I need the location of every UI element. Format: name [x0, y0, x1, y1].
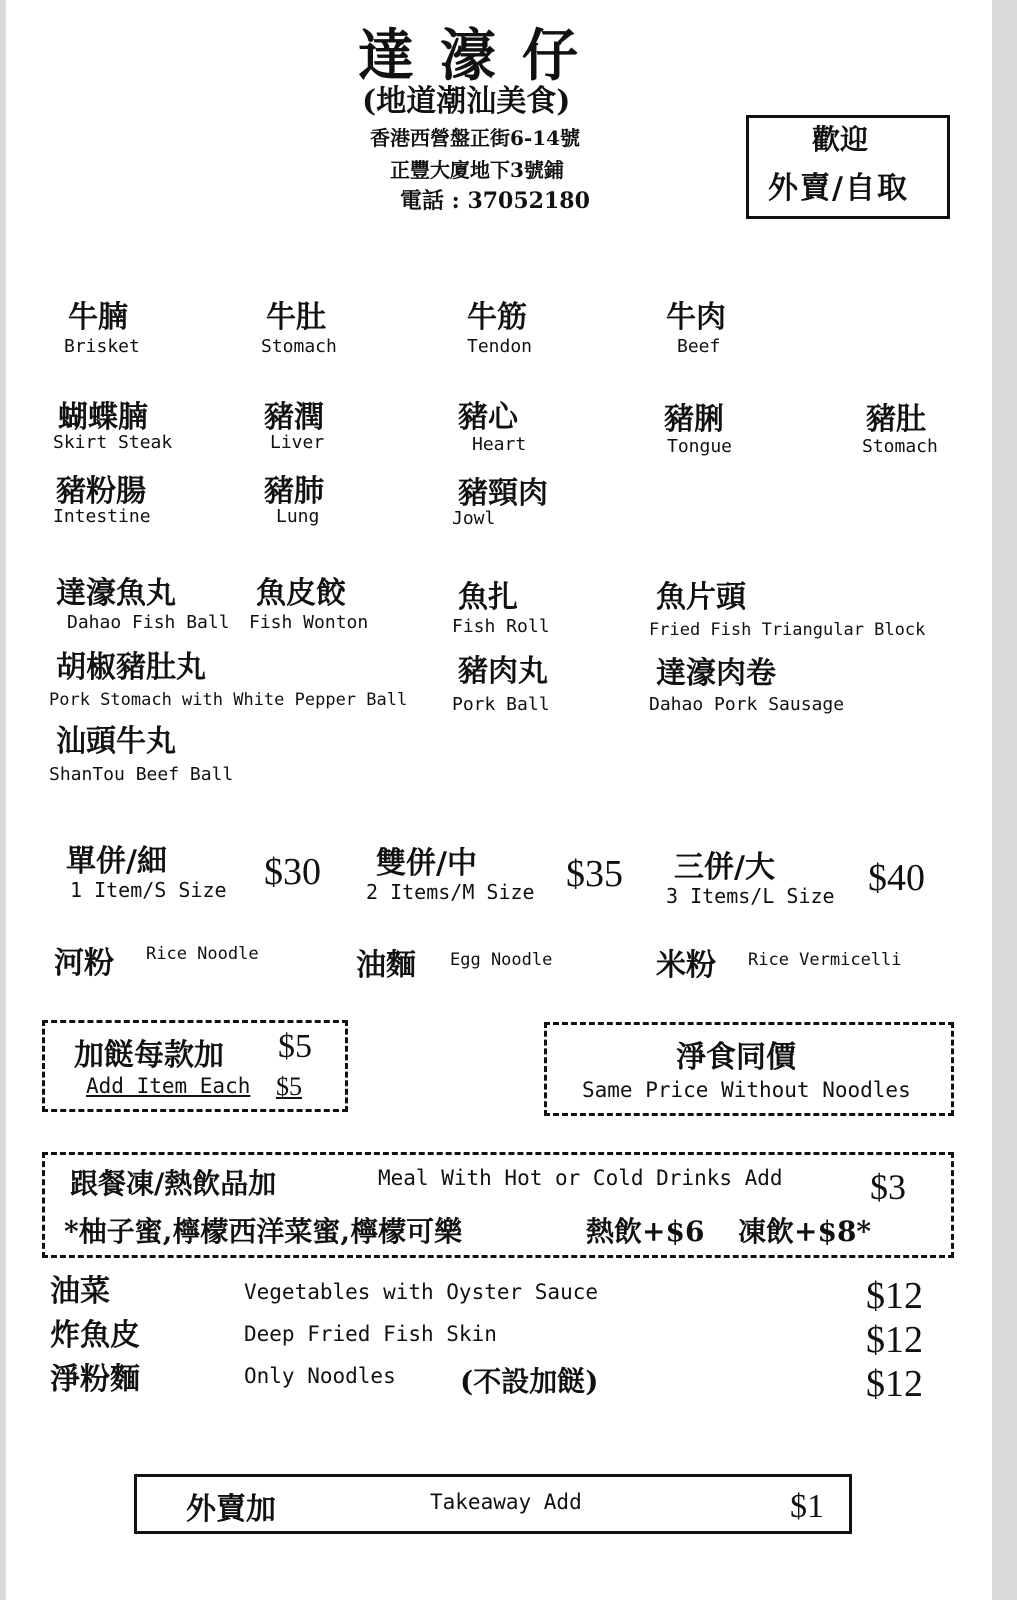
- noodle-en: Rice Vermicelli: [748, 950, 902, 970]
- add-item-zh-price: $5: [278, 1028, 312, 1065]
- menu-item-en: Tongue: [667, 436, 733, 457]
- menu-item-zh: 達濠魚丸: [56, 576, 176, 611]
- menu-item-en: Pork Stomach with White Pepper Ball: [49, 690, 408, 710]
- side-note: (不設加餸): [460, 1365, 599, 1398]
- menu-item-en: Skirt Steak: [53, 432, 173, 453]
- takeaway-pickup-text: 外賣/自取: [768, 171, 909, 206]
- menu-item-en: Fish Wonton: [249, 612, 369, 633]
- side-zh: 炸魚皮: [50, 1318, 140, 1353]
- side-zh: 油菜: [50, 1274, 110, 1309]
- menu-item-en: Dahao Pork Sausage: [649, 694, 845, 715]
- side-price: $12: [866, 1319, 923, 1361]
- drinks-price: $3: [870, 1167, 906, 1207]
- side-en: Only Noodles: [244, 1364, 396, 1388]
- menu-item-en: Dahao Fish Ball: [67, 612, 230, 633]
- drinks-hot-price: 熱飲+$6: [586, 1215, 705, 1248]
- menu-item-zh: 豬脷: [664, 402, 724, 437]
- menu-item-zh: 蝴蝶腩: [58, 400, 148, 435]
- menu-item-zh: 豬肺: [264, 474, 324, 509]
- menu-item-en: Beef: [677, 336, 721, 357]
- menu-item-zh: 胡椒豬肚丸: [56, 650, 206, 685]
- address-line-1: 香港西營盤正街6-14號: [370, 126, 581, 150]
- restaurant-subtitle: (地道潮汕美食): [362, 84, 571, 119]
- noodle-zh: 米粉: [656, 948, 716, 983]
- size-price: $40: [868, 857, 925, 899]
- add-item-zh: 加餸每款加: [74, 1038, 224, 1073]
- size-zh: 三併/大: [674, 850, 775, 885]
- menu-item-en: Pork Ball: [452, 694, 550, 715]
- menu-item-zh: 魚扎: [458, 580, 518, 615]
- menu-item-en: Brisket: [64, 336, 140, 357]
- side-en: Vegetables with Oyster Sauce: [244, 1280, 599, 1304]
- menu-item-en: Stomach: [261, 336, 337, 357]
- welcome-text: 歡迎: [812, 123, 869, 156]
- side-zh: 淨粉麵: [50, 1362, 140, 1397]
- menu-item-zh: 豬頸肉: [458, 476, 548, 511]
- menu-item-en: Liver: [270, 432, 325, 453]
- phone-number: 電話 : 37052180: [400, 188, 590, 214]
- drinks-list: *柚子蜜,檸檬西洋菜蜜,檸檬可樂: [64, 1215, 463, 1248]
- menu-item-zh: 魚片頭: [656, 580, 746, 615]
- takeaway-en: Takeaway Add: [430, 1490, 582, 1514]
- menu-item-en: Stomach: [862, 436, 938, 457]
- size-price: $35: [566, 853, 623, 895]
- menu-item-zh: 汕頭牛丸: [56, 724, 176, 759]
- noodle-zh: 油麵: [356, 948, 416, 983]
- size-zh: 雙併/中: [376, 846, 477, 881]
- menu-item-zh: 豬肉丸: [458, 654, 548, 689]
- menu-item-zh: 豬肚: [866, 402, 926, 437]
- menu-page: [6, 0, 992, 1600]
- drinks-cold-price: 凍飲+$8*: [738, 1215, 872, 1248]
- drinks-en: Meal With Hot or Cold Drinks Add: [378, 1166, 783, 1190]
- menu-item-zh: 達濠肉卷: [656, 656, 776, 691]
- menu-item-zh: 牛筋: [467, 300, 527, 335]
- side-price: $12: [866, 1275, 923, 1317]
- menu-item-en: Tendon: [467, 336, 533, 357]
- restaurant-title: 達濠仔: [358, 23, 604, 89]
- menu-item-zh: 豬心: [458, 400, 518, 435]
- menu-item-en: Lung: [276, 506, 320, 527]
- menu-item-zh: 牛肚: [266, 300, 326, 335]
- size-en: 3 Items/L Size: [666, 884, 835, 908]
- size-en: 1 Item/S Size: [70, 878, 227, 902]
- menu-item-zh: 豬粉腸: [56, 474, 146, 509]
- menu-item-en: Intestine: [53, 506, 151, 527]
- add-item-en: Add Item Each: [86, 1074, 251, 1098]
- menu-item-zh: 豬潤: [264, 400, 324, 435]
- noodle-en: Egg Noodle: [450, 950, 553, 970]
- menu-item-en: Fried Fish Triangular Block: [649, 620, 926, 640]
- size-en: 2 Items/M Size: [366, 880, 535, 904]
- menu-item-zh: 魚皮餃: [256, 576, 346, 611]
- address-line-2: 正豐大廈地下3號鋪: [390, 158, 564, 182]
- add-item-en-price: $5: [276, 1072, 302, 1101]
- side-en: Deep Fried Fish Skin: [244, 1322, 497, 1346]
- same-price-en: Same Price Without Noodles: [582, 1078, 911, 1102]
- menu-item-zh: 牛腩: [68, 300, 128, 335]
- menu-item-zh: 牛肉: [666, 300, 726, 335]
- size-price: $30: [264, 851, 321, 893]
- noodle-zh: 河粉: [54, 946, 114, 981]
- noodle-en: Rice Noodle: [146, 944, 259, 964]
- same-price-zh: 淨食同價: [676, 1040, 796, 1075]
- size-zh: 單併/細: [66, 844, 167, 879]
- drinks-zh: 跟餐凍/熱飲品加: [70, 1167, 277, 1200]
- menu-item-en: ShanTou Beef Ball: [49, 764, 234, 785]
- menu-item-en: Heart: [472, 434, 527, 455]
- menu-item-en: Jowl: [452, 508, 496, 529]
- menu-item-en: Fish Roll: [452, 616, 550, 637]
- side-price: $12: [866, 1363, 923, 1405]
- takeaway-zh: 外賣加: [186, 1492, 276, 1527]
- takeaway-price: $1: [790, 1488, 824, 1525]
